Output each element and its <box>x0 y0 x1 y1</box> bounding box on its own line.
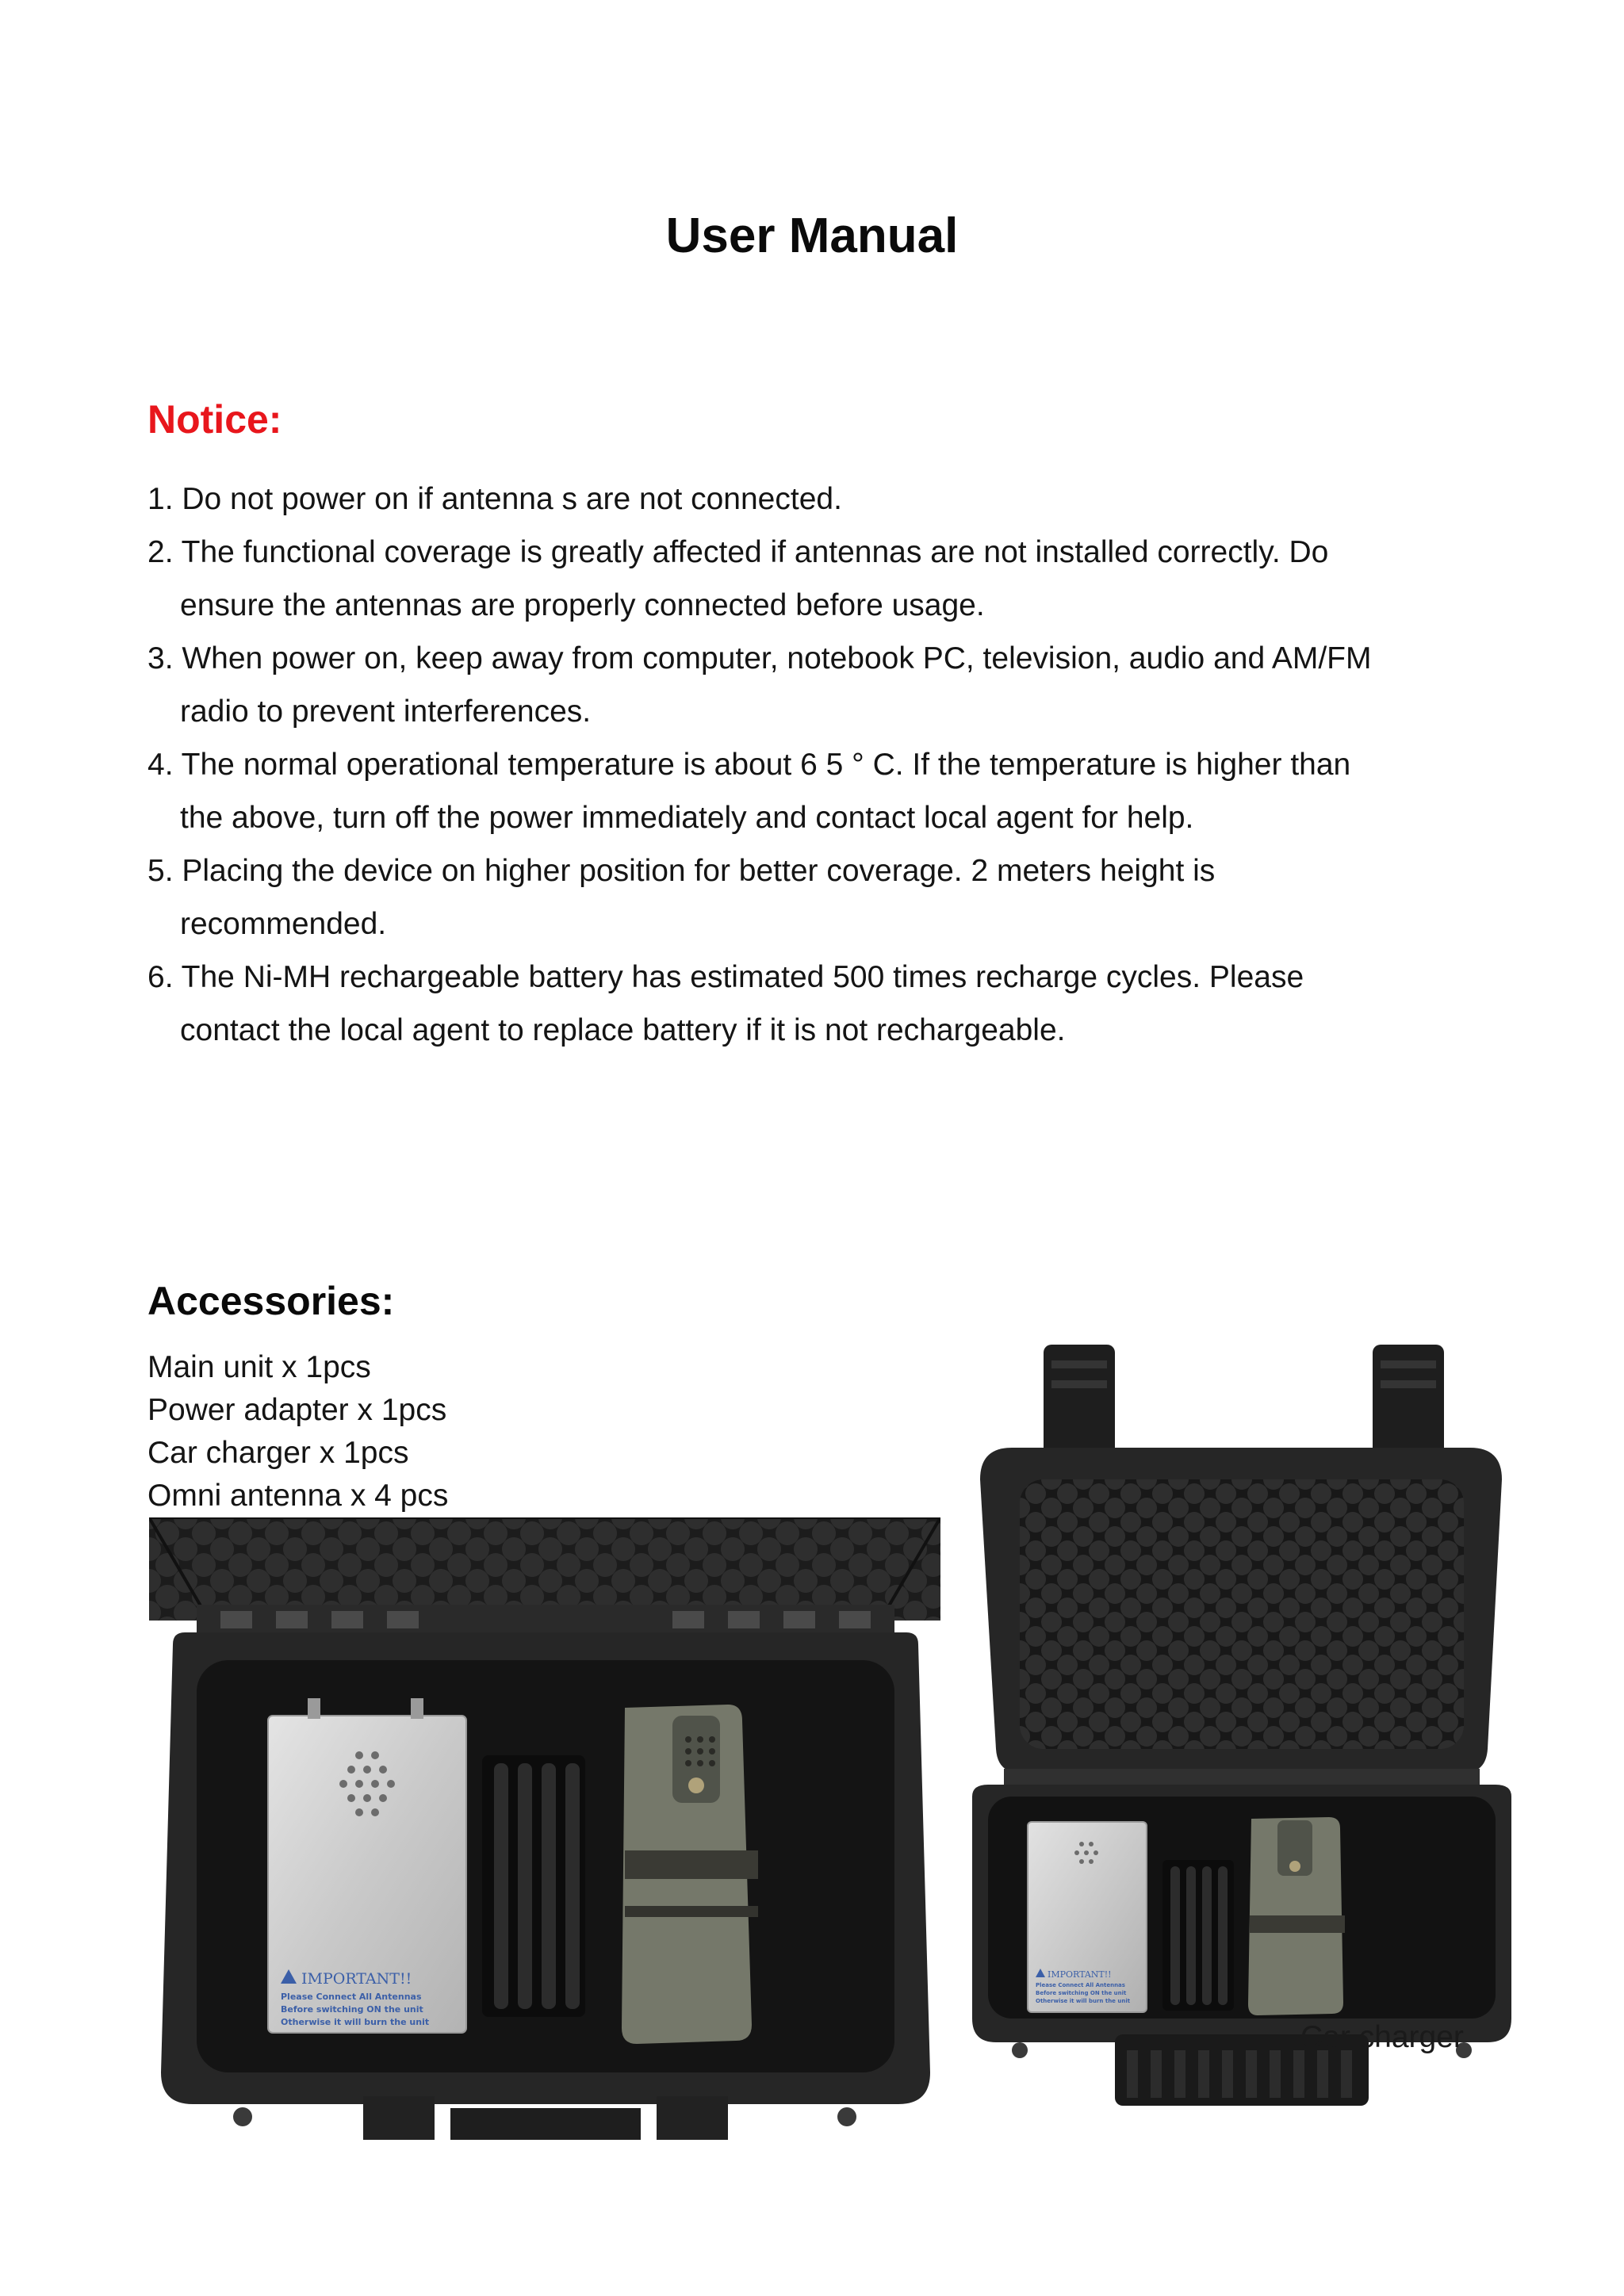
case-photo-top-view <box>149 1517 940 2152</box>
notice-item: 6. The Ni-MH rechargeable battery has estimated 500 times recharge cycles. Please contact the local agent to replace battery if it is not rechargeable. <box>147 960 1304 1047</box>
important-label-line: Please Connect All Antennas <box>1036 1982 1125 1988</box>
notice-item: 2. The functional coverage is greatly affected if antennas are not installed correctly. Do ensure the antennas are properly connected before usage. <box>147 535 1329 622</box>
notice-list <box>147 473 1385 1057</box>
accessories-list <box>147 1346 448 1517</box>
notice-item: 1. Do not power on if antenna s are not connected. <box>147 482 842 516</box>
page-title: User Manual <box>665 209 959 263</box>
accessory-item: Power adapter x 1pcs <box>147 1393 447 1427</box>
important-label-line: Please Connect All Antennas <box>281 1992 422 2002</box>
case-photo-angled-view <box>956 1337 1526 2130</box>
notice-item: 5. Placing the device on higher position for better coverage. 2 meters height is recommended. <box>147 854 1216 941</box>
important-label-line: Before switching ON the unit <box>1036 1990 1127 1996</box>
accessory-item: Car charger x 1pcs <box>147 1436 409 1470</box>
important-label-line: Before switching ON the unit <box>281 2004 423 2015</box>
important-label-title: IMPORTANT!! <box>1048 1969 1112 1980</box>
important-label-title: IMPORTANT!! <box>301 1970 412 1988</box>
notice-heading: Notice: <box>147 397 282 442</box>
accessory-item: Main unit x 1pcs <box>147 1350 371 1384</box>
accessory-item: Omni antenna x 4 pcs <box>147 1479 449 1513</box>
notice-item: 4. The normal operational temperature is about 6 5 ° C. If the temperature is higher than the above, turn off the power immediately and contact local agent for help. <box>147 748 1351 835</box>
notice-item: 3. When power on, keep away from computer, notebook PC, television, audio and AM/FM radio to prevent interferences. <box>147 641 1372 729</box>
photo-caption: Car charger <box>1300 2020 1464 2054</box>
important-label-line: Otherwise it will burn the unit <box>1036 1998 1131 2004</box>
accessories-heading: Accessories: <box>147 1279 395 1323</box>
important-label-line: Otherwise it will burn the unit <box>281 2017 430 2027</box>
